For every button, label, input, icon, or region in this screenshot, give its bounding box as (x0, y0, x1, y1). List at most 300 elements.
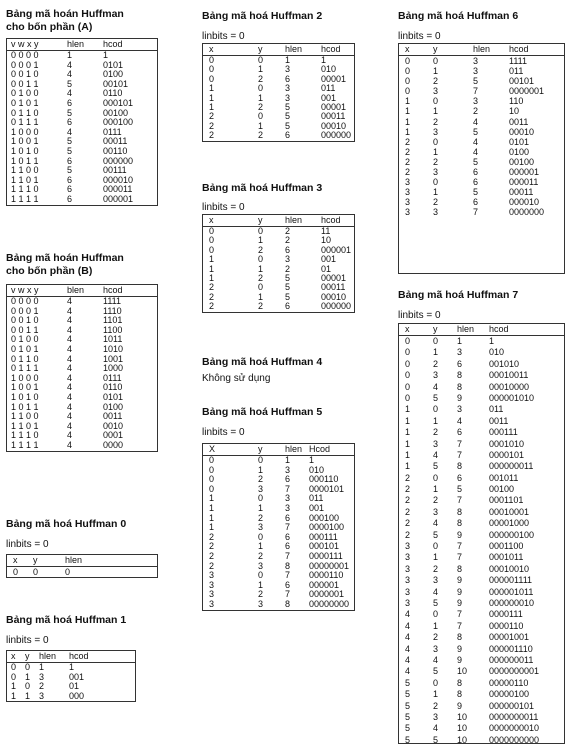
h3-cell: 10 (321, 235, 332, 246)
h3-col-header: x (209, 215, 214, 225)
h1-cell: 0 (25, 662, 31, 672)
h7-cell: 1 (433, 620, 439, 631)
h6-col-header: y (433, 44, 438, 54)
h7-col-header: x (405, 324, 410, 334)
h1-cell: 1 (25, 671, 31, 682)
h3-cell: 0 (209, 235, 215, 246)
h2-cell: 0 (209, 55, 215, 65)
h7-cell: 5 (405, 677, 411, 688)
h3-cell: 00011 (321, 282, 346, 293)
h7-table-row (399, 347, 564, 358)
h7-title (398, 289, 518, 302)
hA-cell: 0 0 0 1 (11, 59, 39, 70)
h2-cell: 2 (258, 101, 264, 112)
h5-cell: 7 (285, 550, 291, 561)
hA-cell: 4 (67, 126, 73, 137)
h1-cell: 1 (69, 662, 75, 672)
h5-cell: 3 (209, 570, 215, 581)
h7-cell: 5 (433, 666, 439, 677)
hA-cell: 000001 (103, 193, 134, 204)
h7-cell: 3 (457, 347, 463, 358)
h0-title (6, 518, 126, 531)
h6-cell: 0 (433, 56, 439, 66)
h7-cell: 8 (457, 381, 463, 392)
h7-table-row (399, 541, 564, 552)
h6-cell: 0 (405, 76, 411, 87)
h1-cell: 000 (69, 690, 85, 701)
h7-cell: 0 (405, 336, 411, 346)
h7-cell: 1 (433, 689, 439, 700)
h2-cell: 1 (321, 55, 327, 65)
h6-table-row (399, 167, 564, 177)
h3-title-line: Bảng mã hoá Huffman 3 (202, 182, 323, 194)
h7-table-row (399, 644, 564, 655)
hA-cell: 0 0 1 1 (11, 78, 39, 89)
hB-cell: 0011 (103, 411, 123, 422)
hA-cell: 0 1 0 0 (11, 88, 39, 99)
h6-table-row (399, 56, 564, 66)
h7-table-row (399, 655, 564, 666)
hB-cell: 4 (67, 324, 73, 335)
h5-cell: 0 (209, 474, 215, 485)
hA-table-row (7, 195, 157, 205)
h7-table-row (399, 678, 564, 689)
h3-cell: 2 (258, 244, 264, 255)
h6-cell: 2 (433, 76, 439, 87)
hA-cell: 1 1 0 1 (11, 174, 39, 185)
h2-cell: 1 (209, 83, 215, 94)
h7-cell: 6 (457, 427, 463, 438)
h3-cell: 00010 (321, 291, 347, 302)
h6-table-row (399, 86, 564, 96)
h7-cell: 0000101 (489, 449, 525, 460)
h7-cell: 2 (433, 495, 439, 506)
h7-table-row (399, 587, 564, 598)
h6-cell: 00101 (509, 76, 535, 87)
h7-cell: 2 (405, 484, 411, 495)
h5-cell: 7 (285, 570, 291, 581)
h3-cell: 0 (258, 226, 264, 236)
h5-cell: 6 (285, 531, 291, 542)
h7-table-row (399, 495, 564, 506)
hB-table (6, 284, 158, 452)
h6-cell: 3 (433, 167, 439, 178)
h5-cell: 000100 (309, 512, 340, 523)
h6-cell: 3 (405, 187, 411, 198)
hB-table-row (7, 441, 157, 451)
h0-header-row (7, 555, 157, 567)
h7-table-row (399, 632, 564, 643)
h6-cell: 011 (509, 66, 524, 77)
h6-cell: 00011 (509, 187, 534, 198)
hB-cell: 4 (67, 420, 73, 431)
hA-cell: 1 0 1 1 (11, 155, 39, 166)
h7-table-row (399, 450, 564, 461)
h7-cell: 10 (457, 723, 468, 734)
h1-cell: 0 (11, 671, 17, 682)
hA-cell: 6 (67, 97, 73, 108)
hA-cell: 0 0 0 0 (11, 50, 39, 60)
h7-cell: 2 (405, 506, 411, 517)
hA-col-header: v w x y (11, 39, 39, 49)
hA-cell: 0 1 1 0 (11, 107, 39, 118)
h5-cell: 0 (258, 455, 264, 465)
h1-cell: 2 (39, 681, 45, 692)
hB-cell: 0 0 1 1 (11, 324, 39, 335)
h6-col-header: x (405, 44, 410, 54)
h7-cell: 8 (457, 518, 463, 529)
h7-col-header: y (433, 324, 438, 334)
h7-cell: 2 (405, 518, 411, 529)
h2-cell: 3 (285, 92, 291, 103)
hA-cell: 000011 (103, 184, 133, 195)
hA-cell: 6 (67, 184, 73, 195)
h5-cell: 0000100 (309, 522, 345, 533)
h1-subtitle: linbits = 0 (6, 635, 49, 646)
h7-cell: 4 (405, 643, 411, 654)
h7-cell: 0001101 (489, 495, 524, 506)
h7-cell: 4 (433, 518, 439, 529)
hB-cell: 1 0 1 1 (11, 401, 39, 412)
h2-cell: 6 (285, 73, 291, 84)
h6-cell: 3 (433, 126, 439, 137)
h7-cell: 0000111 (489, 609, 523, 620)
hA-cell: 6 (67, 174, 73, 185)
hA-cell: 1 0 0 1 (11, 136, 39, 147)
h5-col-header: y (258, 444, 263, 454)
h7-cell: 1 (433, 415, 439, 426)
h7-cell: 000111 (489, 427, 518, 438)
h5-cell: 3 (209, 589, 215, 600)
h5-cell: 0 (258, 493, 264, 504)
h7-cell: 9 (457, 586, 463, 597)
hA-cell: 0111 (103, 126, 122, 137)
h7-cell: 6 (457, 358, 463, 369)
h1-cell: 01 (69, 681, 80, 692)
hA-cell: 00100 (103, 107, 129, 118)
hA-cell: 0 1 1 1 (11, 117, 39, 128)
h7-cell: 8 (457, 370, 463, 381)
h7-cell: 4 (405, 666, 411, 677)
hB-cell: 0101 (103, 391, 124, 402)
h5-title (202, 406, 322, 419)
h1-title (6, 614, 126, 627)
hA-col-header: hcod (103, 39, 123, 49)
h7-subtitle: linbits = 0 (398, 310, 441, 321)
h5-cell: 3 (285, 464, 291, 475)
h2-header-row (203, 44, 354, 56)
h2-col-header: hlen (285, 44, 303, 54)
h7-cell: 4 (405, 632, 411, 643)
h2-cell: 2 (209, 130, 215, 141)
h7-cell: 2 (405, 472, 411, 483)
h7-table-row (399, 427, 564, 438)
h7-table-row (399, 735, 564, 746)
h7-cell: 5 (405, 700, 411, 711)
h2-title-line: Bảng mã hoá Huffman 2 (202, 10, 323, 22)
h5-cell: 1 (258, 579, 264, 590)
h3-cell: 5 (285, 282, 291, 293)
h7-cell: 0 (433, 609, 439, 620)
h5-cell: 001 (309, 502, 325, 513)
hA-col-header: hlen (67, 39, 85, 49)
h7-cell: 000001010 (489, 392, 535, 403)
h6-cell: 0 (433, 177, 439, 188)
h3-cell: 001 (321, 254, 337, 265)
h0-cell: 0 (13, 567, 19, 577)
h5-title-line: Bảng mã hoá Huffman 5 (202, 406, 323, 418)
h7-cell: 1 (489, 336, 495, 346)
h5-cell: 1 (209, 522, 215, 533)
hA-cell: 1 0 1 0 (11, 145, 39, 156)
h3-cell: 5 (285, 272, 291, 283)
h6-cell: 10 (509, 106, 520, 117)
h7-cell: 8 (457, 632, 463, 643)
h6-cell: 0 (405, 86, 411, 97)
h7-cell: 3 (433, 643, 439, 654)
hA-cell: 5 (67, 107, 73, 118)
h4-title (202, 356, 322, 369)
h1-cell: 1 (11, 690, 17, 701)
h3-table-row (203, 227, 354, 236)
h7-cell: 5 (405, 689, 411, 700)
h5-cell: 0000111 (309, 550, 343, 561)
h3-cell: 000001 (321, 244, 352, 255)
h2-cell: 00011 (321, 111, 346, 122)
h7-cell: 8 (457, 677, 463, 688)
h7-cell: 2 (405, 529, 411, 540)
h6-cell: 3 (405, 177, 411, 188)
h5-cell: 0 (209, 455, 215, 465)
h3-cell: 00001 (321, 272, 347, 283)
hB-cell: 1 1 1 0 (11, 430, 39, 441)
h5-cell: 1 (209, 493, 215, 504)
h7-cell: 010 (489, 347, 505, 358)
h6-cell: 000010 (509, 197, 540, 208)
h7-table-row (399, 530, 564, 541)
hB-cell: 0 1 0 1 (11, 343, 39, 354)
h5-cell: 2 (209, 541, 215, 552)
h6-cell: 6 (473, 177, 479, 188)
h6-cell: 5 (473, 187, 479, 198)
hA-cell: 4 (67, 59, 73, 70)
h5-col-header: X (209, 444, 216, 454)
h5-cell: 011 (309, 493, 324, 504)
h6-subtitle: linbits = 0 (398, 31, 441, 42)
h2-cell: 010 (321, 64, 337, 75)
h7-cell: 7 (457, 438, 463, 449)
hA-cell: 6 (67, 117, 73, 128)
h6-cell: 5 (473, 76, 479, 87)
h5-cell: 1 (258, 502, 264, 513)
hA-cell: 0 1 0 1 (11, 97, 39, 108)
h2-cell: 2 (209, 120, 215, 131)
h3-cell: 3 (285, 254, 291, 265)
h7-cell: 2 (433, 700, 439, 711)
h6-cell: 1 (433, 187, 439, 198)
h7-cell: 7 (457, 495, 463, 506)
h3-cell: 1 (209, 254, 215, 265)
h7-table-row (399, 439, 564, 450)
h1-col-header: hcod (69, 651, 89, 661)
h7-table-row (399, 701, 564, 712)
h7-cell: 0 (405, 392, 411, 403)
h6-cell: 6 (473, 167, 479, 178)
h7-cell: 000000010 (489, 597, 535, 608)
h0-col-header: hlen (65, 555, 83, 565)
h1-cell: 001 (69, 671, 85, 682)
h2-col-header: x (209, 44, 214, 54)
h6-table-row (399, 147, 564, 157)
hA-cell: 5 (67, 78, 73, 89)
h6-cell: 3 (473, 96, 479, 107)
hB-cell: 0111 (103, 372, 122, 383)
h7-table-row (399, 473, 564, 484)
h6-cell: 1 (405, 126, 411, 137)
h7-cell: 0001011 (489, 552, 524, 563)
h7-cell: 000001110 (489, 643, 533, 654)
h7-cell: 2 (433, 427, 439, 438)
h0-table-row (7, 567, 157, 577)
h7-table-row (399, 507, 564, 518)
hB-title (6, 252, 124, 277)
h7-cell: 1 (405, 415, 411, 426)
h7-cell: 00000100 (489, 689, 530, 700)
h6-cell: 0000001 (509, 86, 545, 97)
h5-cell: 7 (285, 483, 291, 494)
h1-col-header: hlen (39, 651, 57, 661)
h7-cell: 0000110 (489, 620, 524, 631)
h7-cell: 1 (405, 449, 411, 460)
hB-cell: 0 1 0 0 (11, 334, 39, 345)
h7-cell: 00100 (489, 484, 515, 495)
h7-cell: 0 (405, 347, 411, 358)
h7-cell: 0 (405, 358, 411, 369)
h5-col-header: Hcod (309, 444, 331, 454)
h1-cell: 0 (11, 662, 17, 672)
h5-cell: 1 (258, 464, 264, 475)
h5-cell: 3 (209, 579, 215, 590)
h6-cell: 1 (405, 106, 411, 117)
h6-cell: 3 (405, 197, 411, 208)
h7-cell: 3 (405, 597, 411, 608)
h7-table-row (399, 689, 564, 700)
hA-cell: 0 0 1 0 (11, 69, 39, 80)
h7-cell: 1 (433, 552, 439, 563)
h6-table-row (399, 157, 564, 167)
h6-cell: 5 (473, 156, 479, 167)
hA-cell: 1 0 0 0 (11, 126, 39, 137)
hA-cell: 0101 (103, 59, 124, 70)
h7-cell: 10 (457, 666, 468, 677)
h5-cell: 3 (209, 598, 215, 609)
hA-cell: 1 1 0 0 (11, 165, 39, 176)
h7-cell: 1 (405, 427, 411, 438)
h5-subtitle: linbits = 0 (202, 427, 245, 438)
h3-cell: 6 (285, 244, 291, 255)
h0-title-line: Bảng mã hoá Huffman 0 (6, 518, 127, 530)
h2-cell: 000000 (321, 130, 352, 141)
h5-cell: 3 (258, 522, 264, 533)
h0-table (6, 554, 158, 578)
h6-table-row (399, 96, 564, 106)
hB-cell: 4 (67, 372, 73, 383)
h5-cell: 0 (209, 464, 215, 475)
hB-cell: 4 (67, 382, 73, 393)
h1-title-line: Bảng mã hoá Huffman 1 (6, 614, 127, 626)
h6-title (398, 10, 518, 23)
h2-cell: 2 (258, 130, 264, 141)
h7-table-row (399, 609, 564, 620)
hB-cell: 4 (67, 305, 73, 316)
h3-cell: 0 (258, 254, 264, 265)
h7-cell: 0 (405, 370, 411, 381)
h5-cell: 3 (258, 560, 264, 571)
h7-cell: 9 (457, 392, 463, 403)
h6-header-row (399, 44, 564, 56)
h7-cell: 10 (457, 711, 468, 722)
h5-cell: 2 (258, 550, 264, 561)
h7-table-row (399, 461, 564, 472)
h6-table-row (399, 177, 564, 187)
hB-cell: 0 1 1 1 (11, 363, 39, 374)
h7-cell: 00010011 (489, 370, 529, 381)
h3-cell: 2 (258, 301, 264, 312)
h5-cell: 2 (209, 550, 215, 561)
h6-table-row (399, 117, 564, 127)
h2-table-row (203, 131, 354, 140)
hB-cell: 4 (67, 363, 73, 374)
hB-cell: 4 (67, 411, 73, 422)
h6-table-row (399, 66, 564, 76)
h7-table-row (399, 598, 564, 609)
h4-title-line: Bảng mã hoá Huffman 4 (202, 356, 323, 368)
h0-col-header: x (13, 555, 18, 565)
h5-cell: 2 (258, 474, 264, 485)
h7-cell: 5 (433, 392, 439, 403)
hA-cell: 00011 (103, 136, 128, 147)
hA-cell: 000100 (103, 117, 134, 128)
h3-title (202, 182, 322, 195)
h6-table-row (399, 197, 564, 207)
h5-cell: 000111 (309, 531, 338, 542)
h3-cell: 0 (209, 226, 215, 236)
hB-cell: 0 0 0 1 (11, 305, 39, 316)
h7-cell: 000001011 (489, 586, 534, 597)
h5-header-row (203, 444, 354, 456)
hA-cell: 1 1 1 1 (11, 193, 39, 204)
h7-cell: 4 (405, 609, 411, 620)
h6-cell: 00010 (509, 126, 535, 137)
h6-cell: 0000000 (509, 207, 545, 218)
hB-cell: 0 0 1 0 (11, 315, 39, 326)
h7-table-row (399, 723, 564, 734)
h7-table-row (399, 416, 564, 427)
h6-cell: 110 (509, 96, 524, 107)
h7-cell: 0 (433, 336, 439, 346)
h7-table-row (399, 712, 564, 723)
h3-table-row (203, 255, 354, 264)
h5-table-row (203, 456, 354, 466)
h6-cell: 2 (433, 156, 439, 167)
h5-cell: 0000110 (309, 570, 344, 581)
h6-col-header: hcod (509, 44, 529, 54)
h7-cell: 8 (457, 506, 463, 517)
hB-cell: 0 1 1 0 (11, 353, 39, 364)
h7-cell: 7 (457, 541, 463, 552)
hA-cell: 1 1 1 0 (11, 184, 39, 195)
h7-cell: 3 (405, 541, 411, 552)
